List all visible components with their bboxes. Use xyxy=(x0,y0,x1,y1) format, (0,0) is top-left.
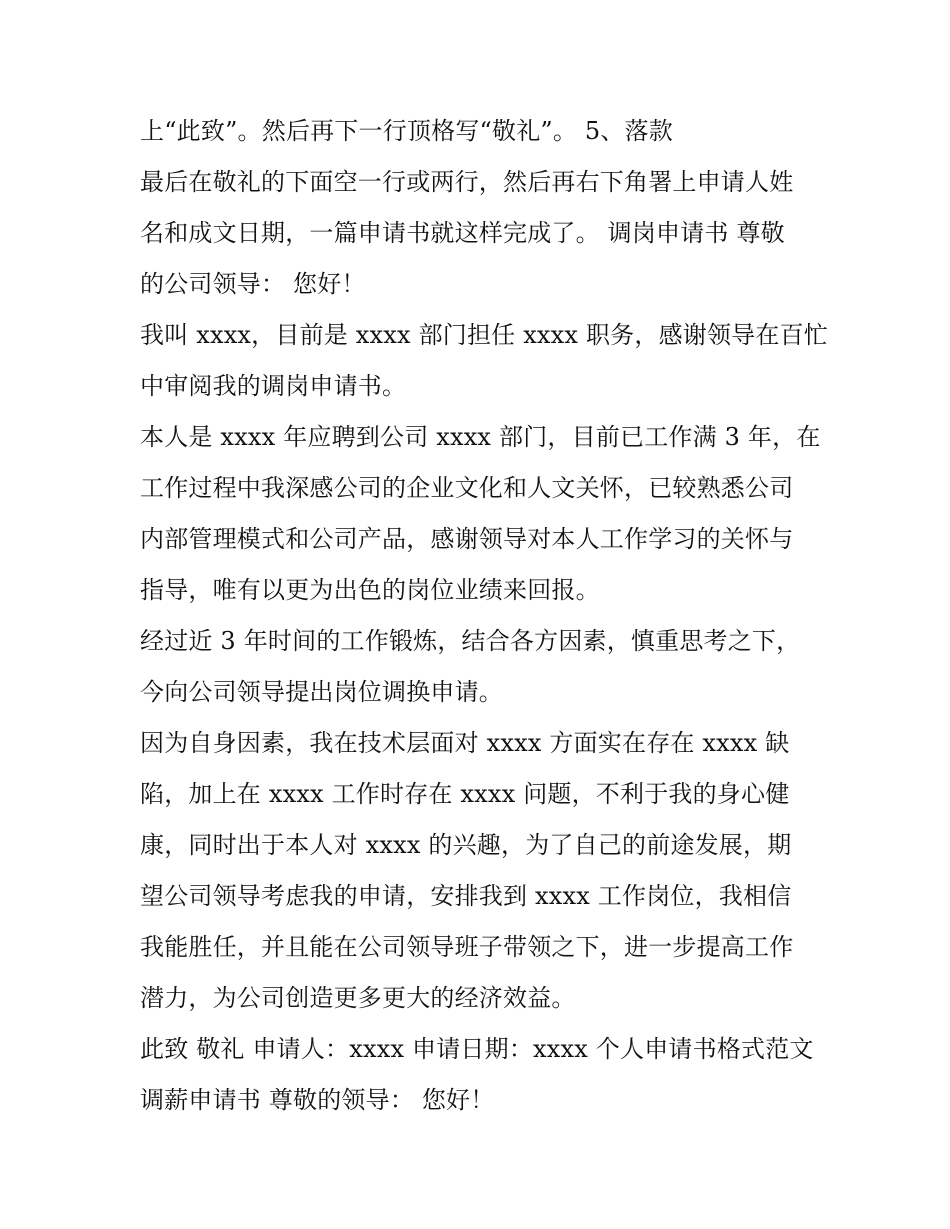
text-line: 陷，加上在 xxxx 工作时存在 xxxx 问题，不利于我的身心健 xyxy=(140,780,790,808)
text-line: 康，同时出于本人对 xxxx 的兴趣，为了自己的前途发展，期 xyxy=(140,831,792,859)
text-line: 我叫 xxxx，目前是 xxxx 部门担任 xxxx 职务，感谢领导在百忙 xyxy=(140,321,828,349)
text-line: 指导，唯有以更为出色的岗位业绩来回报。 xyxy=(140,576,600,604)
text-line: 今向公司领导提出岗位调换申请。 xyxy=(140,678,503,706)
text-line: 调薪申请书 尊敬的领导： 您好！ xyxy=(140,1086,495,1114)
text-line: 本人是 xxxx 年应聘到公司 xxxx 部门，目前已工作满 3 年，在 xyxy=(140,423,821,451)
text-line: 的公司领导： 您好！ xyxy=(140,270,366,298)
text-line: 中审阅我的调岗申请书。 xyxy=(140,372,407,400)
text-line: 名和成文日期，一篇申请书就这样完成了。 调岗申请书 尊敬 xyxy=(140,219,785,247)
text-line: 经过近 3 年时间的工作锻炼，结合各方因素，慎重思考之下， xyxy=(140,627,801,655)
text-line: 内部管理模式和公司产品，感谢领导对本人工作学习的关怀与 xyxy=(140,525,794,553)
document-body xyxy=(140,106,828,1126)
text-line: 望公司领导考虑我的申请，安排我到 xxxx 工作岗位，我相信 xyxy=(140,882,792,910)
text-line: 上“此致”。然后再下一行顶格写“敬礼”。 5、落款 xyxy=(140,117,673,145)
text-line: 最后在敬礼的下面空一行或两行，然后再右下角署上申请人姓 xyxy=(140,168,794,196)
text-line: 因为自身因素，我在技术层面对 xxxx 方面实在存在 xxxx 缺 xyxy=(140,729,790,757)
text-line: 工作过程中我深感公司的企业文化和人文关怀，已较熟悉公司 xyxy=(140,474,794,502)
text-line: 此致 敬礼 申请人：xxxx 申请日期：xxxx 个人申请书格式范文 xyxy=(140,1035,814,1063)
text-line: 我能胜任，并且能在公司领导班子带领之下，进一步提高工作 xyxy=(140,933,794,961)
text-line: 潜力，为公司创造更多更大的经济效益。 xyxy=(140,984,576,1012)
